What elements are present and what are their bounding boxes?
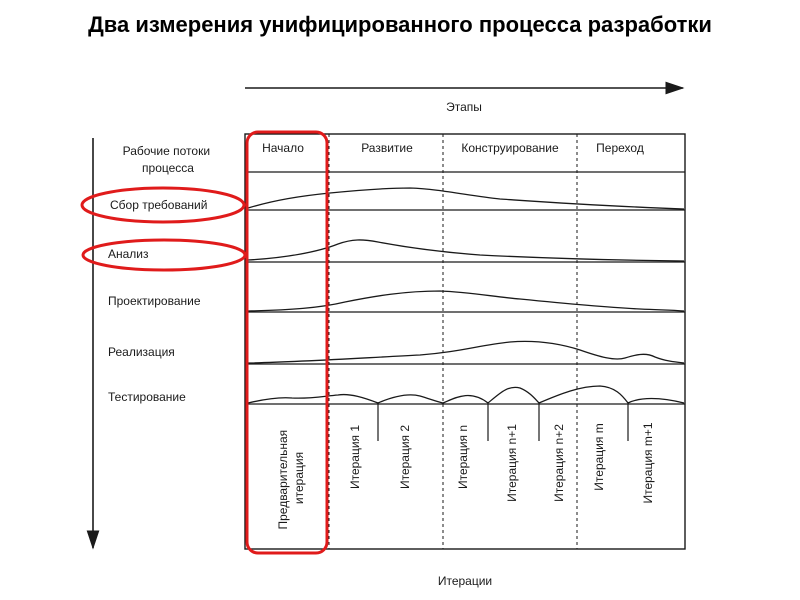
highlight-annotations (82, 132, 327, 553)
iteration-n-plus-1: Итерация n+1 (505, 424, 519, 502)
iteration-m-plus-1: Итерация m+1 (641, 422, 655, 504)
workflow-implementation: Реализация (108, 345, 175, 359)
slide-title: Два измерения унифицированного процесса разработки (88, 12, 712, 37)
iterations-axis-label: Итерации (437, 574, 493, 588)
curve-implementation (248, 341, 684, 363)
workflow-requirements: Сбор требований (110, 198, 208, 212)
iteration-2: Итерация 2 (398, 424, 412, 490)
curve-analysis (248, 240, 684, 261)
iteration-preliminary: Предварительная итерация (276, 429, 306, 530)
curve-design (248, 291, 684, 311)
curve-testing (248, 386, 684, 403)
workflows-header: Рабочие потоки процесса (122, 144, 211, 175)
phase-transition: Переход (596, 141, 644, 155)
iteration-ticks (378, 404, 628, 441)
phase-construction: Конструирование (461, 141, 559, 155)
iteration-m: Итерация m (592, 423, 606, 491)
workflow-testing: Тестирование (108, 390, 186, 404)
phase-elaboration: Развитие (361, 141, 413, 155)
workflow-curves (248, 188, 684, 403)
workflow-analysis: Анализ (108, 247, 149, 261)
iteration-1: Итерация 1 (348, 424, 362, 490)
iteration-n-plus-2: Итерация n+2 (552, 424, 566, 502)
phases-axis-label: Этапы (446, 100, 482, 114)
workflow-design: Проектирование (108, 294, 201, 308)
iteration-n: Итерация n (456, 424, 470, 490)
curve-requirements (248, 188, 684, 209)
phase-inception: Начало (262, 141, 304, 155)
